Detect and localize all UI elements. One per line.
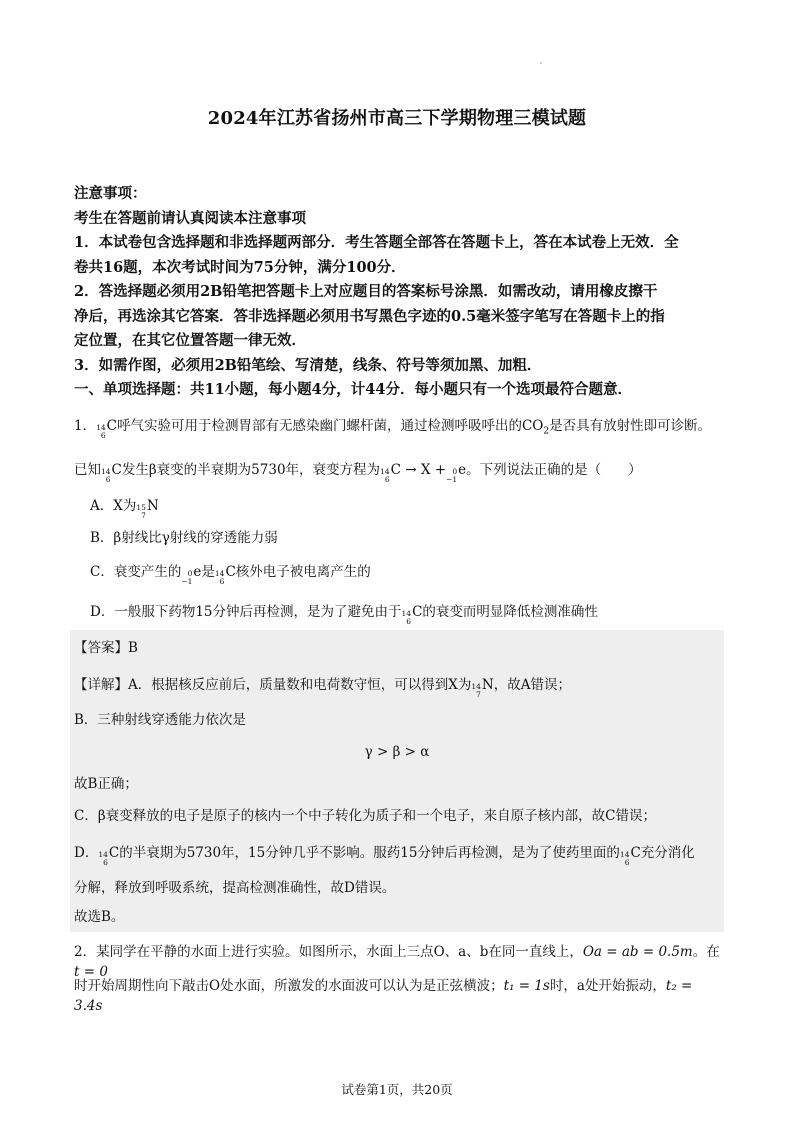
notice-line: 1．本试卷包含选择题和非选择题两部分．考生答题全部答在答题卡上，答在本试卷上无效．全 — [74, 234, 679, 251]
notice-block — [74, 182, 724, 403]
q1-line-1: 1． 14 6 C呼气实验可用于检测胃部有无感染幽门螺杆菌，通过检测呼吸呼出的$CO_2$是否具有放射性即可诊断。 — [74, 418, 712, 440]
page-title: 2024年江苏省扬州市高三下学期物理三模试题 — [207, 108, 587, 129]
explain-c: C．β衰变释放的电子是原子的核内一个中子转化为质子和一个电子，来自原子核内部，故C错误； — [74, 808, 656, 824]
nuclide-c14: 14 6 — [96, 423, 106, 440]
notice-line: 3．如需作图，必须用2B铅笔绘、写清楚，线条、符号等须加黑、加粗． — [74, 356, 542, 374]
q2-line-1: 2．某同学在平静的水面上进行实验。如图所示，水面上三点O、a、b在同一直线上，Oa = ab = 0.5m。在t = 0 — [74, 944, 720, 980]
explain-formula: γ > β > α — [364, 744, 430, 760]
notice-line: 2．答选择题必须用2B铅笔把答题卡上对应题目的答案标号涂黑．如需改动，请用橡皮擦干 — [74, 283, 658, 300]
explain-b1: B．三种射线穿透能力依次是 — [74, 712, 246, 728]
notice-line: 卷共16题，本次考试时间为75分钟，满分100分． — [74, 258, 406, 276]
explain-final: 故选B。 — [74, 909, 125, 925]
section-heading: 一、单项选择题：共11小题，每小题4分，计44分．每小题只有一个选项最符合题意． — [74, 381, 632, 398]
q1-option-c: C．衰变产生的 0 −1 e是 14 6 C核外电子被电离产生的 — [90, 564, 371, 586]
q1-option-b: B．β射线比γ射线的穿透能力弱 — [90, 530, 278, 546]
notice-line: 考生在答题前请认真阅读本注意事项 — [74, 209, 306, 227]
q1-option-a: A．X为 15 7 N — [90, 498, 159, 520]
explain-a: 【详解】A．根据核反应前后，质量数和电荷数守恒，可以得到X为 14 7 N，故A错误； — [74, 677, 571, 699]
answer-label: 【答案】B — [74, 640, 138, 656]
notice-line: 定位置，在其它位置答题一律无效． — [74, 332, 306, 349]
q1-line-2: 已知 14 6 C发生β衰变的半衰期为5730年，衰变方程为 14 6 C → X + 0 −1 e。下列说法正确的是（ ） — [74, 462, 642, 484]
explain-d2: 分解，释放到呼吸系统，提高检测准确性，故D错误。 — [74, 880, 396, 896]
notice-heading: 注意事项： — [74, 185, 147, 202]
q2-line-2: 时开始周期性向下敲击O处水面，所激发的水面波可以认为是正弦横波；t₁ = 1s时，a处开始振动，t₂ = 3.4s — [74, 978, 693, 1014]
q1-option-d: D．一般服下药物15分钟后再检测，是为了避免由于 14 6 C的衰变而明显降低检测准确性 — [90, 604, 598, 626]
explain-b2: 故B正确； — [74, 776, 138, 792]
page-footer: 试卷第1页，共20页 — [341, 1082, 453, 1097]
notice-line: 净后，再选涂其它答案．答非选择题必须用书写黑色字迹的0.5毫米签字笔写在答题卡上的指 — [74, 307, 665, 325]
explain-d1: D． 14 6 C的半衰期为5730年，15分钟几乎不影响。服药15分钟后再检测，是为了使药里面的 14 6 C充分消化 — [74, 845, 695, 867]
scan-dot — [540, 62, 542, 64]
